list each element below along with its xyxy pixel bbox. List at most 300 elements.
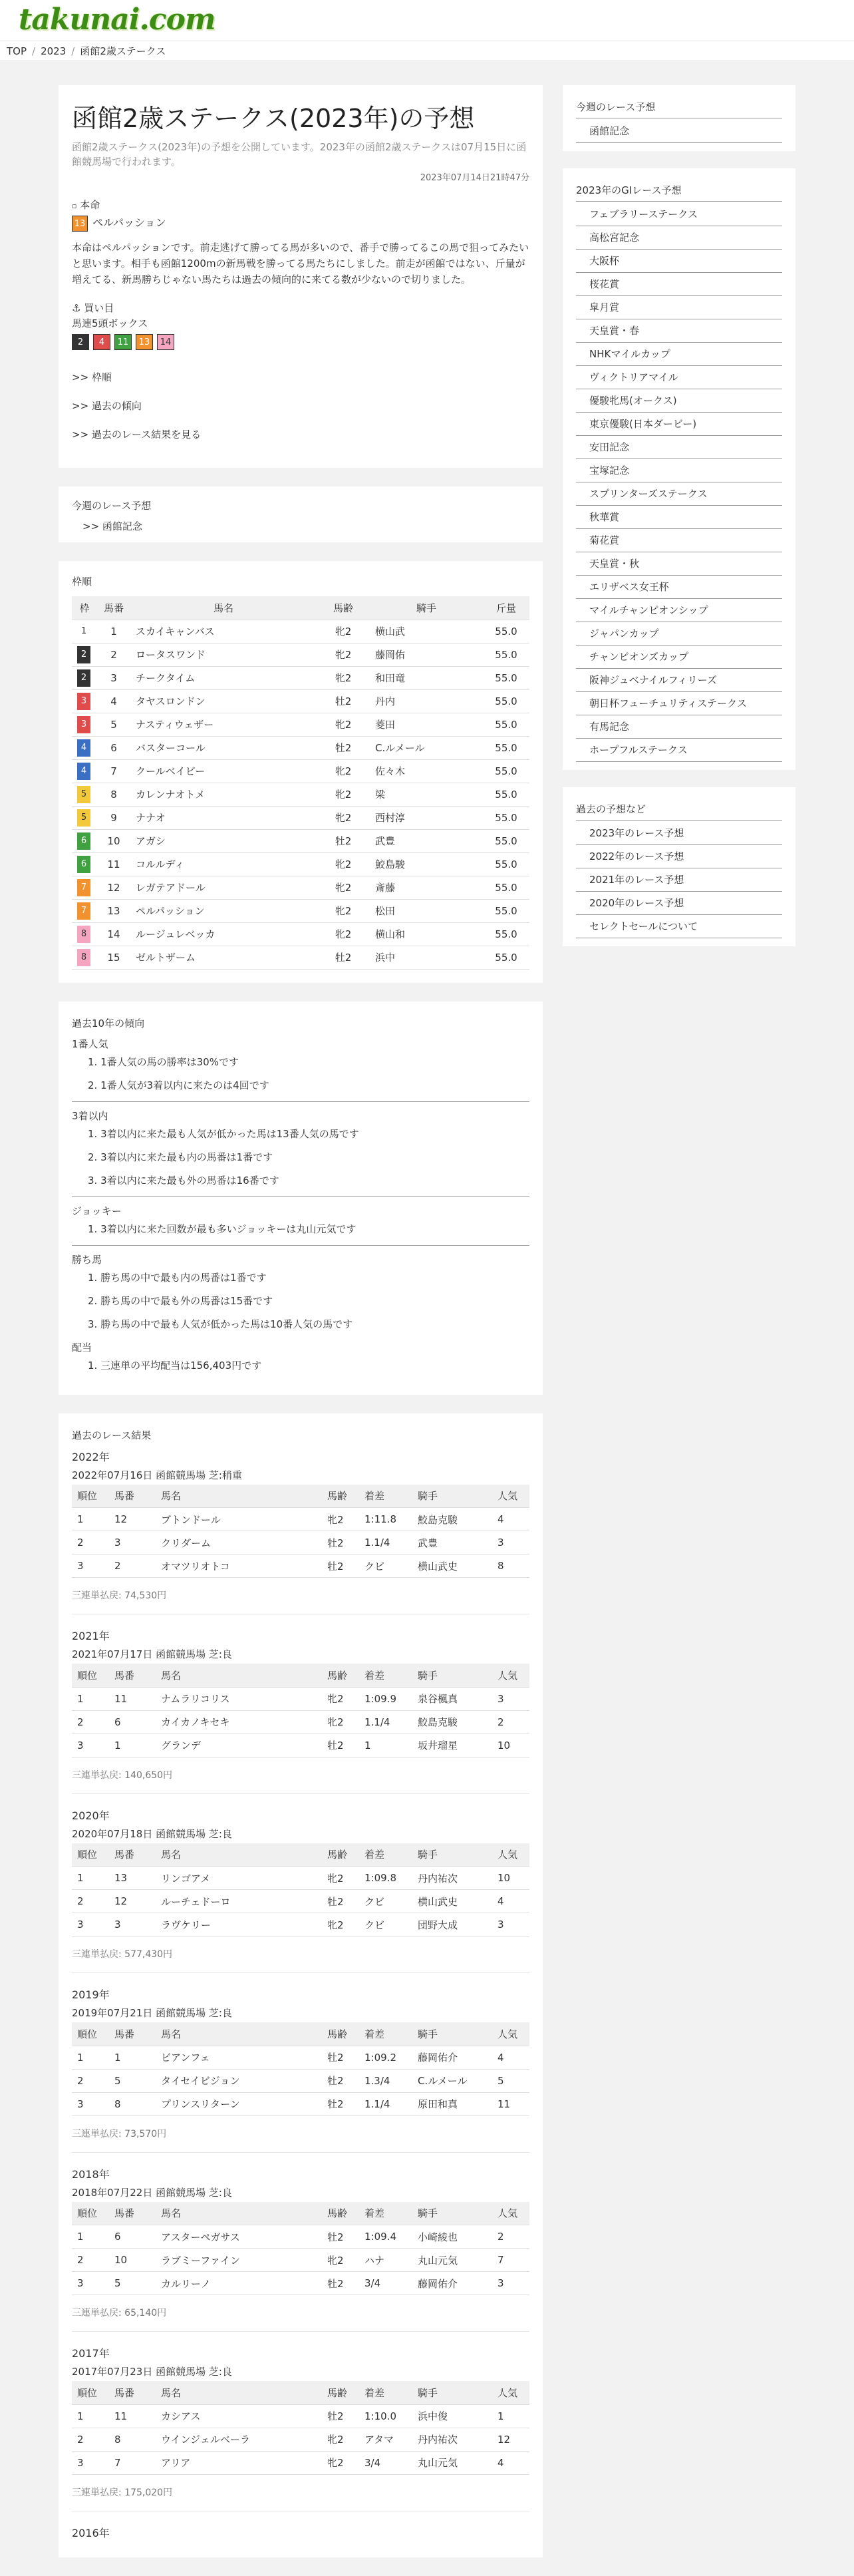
- trend-heading: 勝ち馬: [72, 1253, 102, 1266]
- results-table: [72, 1485, 529, 1578]
- results-header: 馬齢: [322, 1843, 359, 1867]
- side-past-item[interactable]: 2021年のレース予想: [576, 868, 782, 892]
- side-g1-item[interactable]: 桜花賞: [576, 273, 782, 296]
- year-title: 2016年: [72, 2526, 110, 2539]
- jockey-cell: 丹内: [370, 689, 483, 713]
- waku-cell: 8: [72, 946, 97, 969]
- trend-heading: 配当: [72, 1341, 92, 1354]
- result-cell: アタマ: [359, 2428, 412, 2451]
- waku-cell: 2: [72, 643, 97, 666]
- trends-card: [59, 1002, 543, 1395]
- result-cell: 牡2: [322, 2272, 359, 2295]
- result-cell: 牡2: [322, 2404, 359, 2428]
- result-cell: 12: [109, 1508, 156, 1531]
- result-cell: アリア: [156, 2451, 322, 2474]
- result-row: [72, 2046, 529, 2069]
- result-cell: 10: [492, 1867, 529, 1890]
- result-cell: 12: [492, 2428, 529, 2451]
- result-cell: 1: [72, 1687, 109, 1710]
- num-cell: 15: [97, 946, 130, 969]
- result-row: [72, 2451, 529, 2474]
- race-meta: 2022年07月16日 函館競馬場 芝:稍重: [72, 1469, 242, 1481]
- result-cell: 藤岡佑介: [412, 2046, 492, 2069]
- result-cell: 泉谷楓真: [412, 1687, 492, 1710]
- jockey-cell: 横山和: [370, 922, 483, 946]
- weekly-link[interactable]: >> 函館記念: [82, 520, 142, 532]
- results-header: 馬番: [109, 1664, 156, 1687]
- num-cell: 10: [97, 829, 130, 852]
- results-card: [59, 1413, 543, 2557]
- results-header: 着差: [359, 2022, 412, 2046]
- result-cell: 丸山元気: [412, 2249, 492, 2272]
- results-header: 馬番: [109, 2381, 156, 2404]
- num-cell: 12: [97, 876, 130, 899]
- result-cell: 2: [109, 1555, 156, 1578]
- results-table: [72, 2202, 529, 2296]
- age-cell: 牡2: [317, 829, 370, 852]
- results-header: 馬齢: [322, 2381, 359, 2404]
- result-cell: 3: [72, 2272, 109, 2295]
- race-meta: 2018年07月22日 函館競馬場 芝:良: [72, 2186, 232, 2199]
- breadcrumb-year[interactable]: 2023: [41, 45, 67, 57]
- box-number: 11: [114, 334, 132, 350]
- payout: 三連単払戻: 140,650円: [72, 1769, 173, 1781]
- payout: 三連単払戻: 65,140円: [72, 2308, 167, 2318]
- result-cell: 5: [492, 2069, 529, 2092]
- result-cell: 1: [72, 1867, 109, 1890]
- horse-name-cell: スカイキャンバス: [130, 620, 317, 643]
- article-card: [59, 85, 543, 468]
- waku-cell: 6: [72, 852, 97, 876]
- age-cell: 牝2: [317, 922, 370, 946]
- weekly-card: [59, 486, 543, 542]
- result-cell: 12: [109, 1890, 156, 1913]
- result-cell: 牡2: [322, 2069, 359, 2092]
- waku-cell: 4: [72, 759, 97, 783]
- trend-heading: ジョッキー: [72, 1204, 122, 1217]
- col-jockey: 騎手: [370, 596, 483, 620]
- results-header: 順位: [72, 2022, 109, 2046]
- trend-divider: [72, 1245, 529, 1246]
- side-g1-item[interactable]: ジャパンカップ: [576, 622, 782, 645]
- waku-row: [72, 736, 529, 759]
- horse-name-cell: ナスティウェザー: [130, 713, 317, 736]
- trend-item: 1. 勝ち馬の中で最も内の馬番は1番です: [88, 1271, 267, 1284]
- trend-heading: 3着以内: [72, 1109, 108, 1122]
- result-cell: 牡2: [322, 1890, 359, 1913]
- result-cell: 牝2: [322, 1687, 359, 1710]
- side-g1-item[interactable]: 菊花賞: [576, 529, 782, 552]
- payout: 三連単払戻: 73,570円: [72, 2128, 167, 2139]
- weight-cell: 55.0: [483, 736, 529, 759]
- result-row: [72, 2069, 529, 2092]
- results-header: 騎手: [412, 2202, 492, 2225]
- side-g1-item[interactable]: フェブラリーステークス: [576, 203, 782, 226]
- jockey-cell: 梁: [370, 783, 483, 806]
- side-g1-item[interactable]: 秋華賞: [576, 506, 782, 529]
- result-cell: 5: [109, 2272, 156, 2295]
- age-cell: 牝2: [317, 876, 370, 899]
- result-cell: 2: [72, 2428, 109, 2451]
- result-row: [72, 1913, 529, 1936]
- results-header: 騎手: [412, 1485, 492, 1508]
- results-header: 馬名: [156, 2022, 322, 2046]
- result-cell: 4: [492, 2451, 529, 2474]
- weight-cell: 55.0: [483, 666, 529, 689]
- sidebar: [563, 85, 795, 964]
- results-header: 着差: [359, 1664, 412, 1687]
- side-g1-item[interactable]: 安田記念: [576, 436, 782, 459]
- result-cell: 横山武史: [412, 1890, 492, 1913]
- age-cell: 牝2: [317, 713, 370, 736]
- age-cell: 牝2: [317, 899, 370, 922]
- waku-cell: 4: [72, 736, 97, 759]
- weight-cell: 55.0: [483, 922, 529, 946]
- page-title: 函館2歳ステークス(2023年)の予想: [72, 104, 475, 133]
- trend-item: 3. 勝ち馬の中で最も人気が低かった馬は10番人気の馬です: [88, 1318, 353, 1330]
- ticket-icon: ⚓: [72, 302, 81, 314]
- waku-cell: 1: [72, 620, 97, 643]
- result-cell: 3: [72, 1555, 109, 1578]
- weight-cell: 55.0: [483, 689, 529, 713]
- results-header: 着差: [359, 1843, 412, 1867]
- results-header: 馬名: [156, 1485, 322, 1508]
- weight-cell: 55.0: [483, 852, 529, 876]
- waku-row: [72, 689, 529, 713]
- result-cell: タイセイビジョン: [156, 2069, 322, 2092]
- result-cell: 2: [72, 1710, 109, 1734]
- prediction-comment: 本命はペルパッションです。前走逃げて勝ってる馬が多いので、番手で勝ってるこの馬で狙ってみたいと思います。相手も函館1200mの新馬戦を勝ってる馬たちにしました。前走が函館ではない、斤量が増えてる、新馬勝ちじゃない馬たちは過去の傾向的に来てる数が少ないので切りました。: [72, 242, 529, 285]
- result-cell: クビ: [359, 1555, 412, 1578]
- results-header: 馬番: [109, 2202, 156, 2225]
- waku-row: [72, 922, 529, 946]
- side-g1-item[interactable]: スプリンターズステークス: [576, 482, 782, 506]
- result-cell: ブトンドール: [156, 1508, 322, 1531]
- year-title: 2020年: [72, 1809, 110, 1822]
- race-meta: 2021年07月17日 函館競馬場 芝:良: [72, 1648, 232, 1660]
- num-cell: 1: [97, 620, 130, 643]
- result-cell: 牡2: [322, 2046, 359, 2069]
- result-cell: ナムラリコリス: [156, 1687, 322, 1710]
- payout: 三連単払戻: 175,020円: [72, 2487, 173, 2498]
- result-cell: 3: [72, 1734, 109, 1757]
- side-g1-item[interactable]: ホープフルステークス: [576, 739, 782, 762]
- result-row: [72, 2272, 529, 2295]
- trends-title: 過去10年の傾向: [72, 1017, 145, 1029]
- results-header: 馬名: [156, 1843, 322, 1867]
- article-links: [72, 370, 529, 441]
- side-g1-item[interactable]: 有馬記念: [576, 715, 782, 739]
- results-table: [72, 1843, 529, 1937]
- age-cell: 牝2: [317, 806, 370, 829]
- waku-row: [72, 666, 529, 689]
- side-g1-item[interactable]: 大阪杯: [576, 250, 782, 273]
- flag-icon: ▫: [72, 202, 77, 210]
- horse-name-cell: ルージュレベッカ: [130, 922, 317, 946]
- side-g1-item[interactable]: 皐月賞: [576, 296, 782, 319]
- article-lead: 函館2歳ステークス(2023年)の予想を公開しています。2023年の函館2歳ステークスは07月15日に函館競馬場で行われます。: [72, 141, 527, 168]
- kaime-type: 馬連5頭ボックス: [72, 317, 148, 329]
- age-cell: 牝2: [317, 666, 370, 689]
- results-header: 順位: [72, 2381, 109, 2404]
- result-row: [72, 1890, 529, 1913]
- horse-name-cell: チークタイム: [130, 666, 317, 689]
- results-header: 馬齢: [322, 2022, 359, 2046]
- waku-row: [72, 852, 529, 876]
- race-meta: 2019年07月21日 函館競馬場 芝:良: [72, 2007, 232, 2019]
- result-cell: 牝2: [322, 1867, 359, 1890]
- result-cell: 7: [109, 2451, 156, 2474]
- num-cell: 5: [97, 713, 130, 736]
- waku-cell: 5: [72, 806, 97, 829]
- year-results: [72, 1986, 529, 2153]
- results-header: 順位: [72, 1485, 109, 1508]
- jockey-cell: 松田: [370, 899, 483, 922]
- result-cell: グランデ: [156, 1734, 322, 1757]
- results-header: 順位: [72, 1843, 109, 1867]
- result-cell: 牡2: [322, 1531, 359, 1555]
- side-past-item[interactable]: 2020年のレース予想: [576, 892, 782, 915]
- num-cell: 3: [97, 666, 130, 689]
- waku-cell: 5: [72, 783, 97, 806]
- site-header: [0, 0, 854, 41]
- jockey-cell: C.ルメール: [370, 736, 483, 759]
- result-cell: アスターペガサス: [156, 2225, 322, 2249]
- result-row: [72, 1687, 529, 1710]
- weekly-title: 今週のレース予想: [72, 500, 152, 512]
- result-cell: 1.3/4: [359, 2069, 412, 2092]
- result-cell: クビ: [359, 1890, 412, 1913]
- result-cell: 牡2: [322, 2092, 359, 2116]
- horse-name-cell: レガテアドール: [130, 876, 317, 899]
- result-cell: 1:09.2: [359, 2046, 412, 2069]
- results-header: 着差: [359, 2381, 412, 2404]
- side-past-item[interactable]: 2023年のレース予想: [576, 822, 782, 845]
- link-results[interactable]: >> 過去のレース結果を見る: [72, 429, 202, 441]
- horse-name-cell: タヤスロンドン: [130, 689, 317, 713]
- num-cell: 8: [97, 783, 130, 806]
- result-cell: 1: [492, 2404, 529, 2428]
- result-cell: 8: [109, 2428, 156, 2451]
- result-row: [72, 2249, 529, 2272]
- result-cell: 牡2: [322, 1734, 359, 1757]
- jockey-cell: 斎藤: [370, 876, 483, 899]
- honmei-name: ペルパッション: [92, 216, 166, 229]
- waku-cell: 3: [72, 713, 97, 736]
- trend-item: 2. 勝ち馬の中で最も外の馬番は15番です: [88, 1294, 273, 1307]
- kaime-label: ⚓ 買い目: [72, 302, 114, 314]
- box-number: 4: [93, 334, 110, 350]
- year-results: [72, 1628, 529, 1794]
- result-cell: 4: [492, 2046, 529, 2069]
- site-logo[interactable]: takunai.com: [19, 3, 215, 37]
- year-title: 2022年: [72, 1450, 110, 1463]
- weight-cell: 55.0: [483, 620, 529, 643]
- result-cell: 1: [72, 2046, 109, 2069]
- breadcrumb-current: 函館2歳ステークス: [80, 45, 166, 57]
- jockey-cell: 菱田: [370, 713, 483, 736]
- result-row: [72, 2225, 529, 2249]
- race-meta: 2020年07月18日 函館競馬場 芝:良: [72, 1827, 232, 1840]
- side-g1-item[interactable]: チャンピオンズカップ: [576, 645, 782, 669]
- trend-item: 2. 3着以内に来た最も内の馬番は1番です: [88, 1151, 273, 1163]
- waku-row: [72, 876, 529, 899]
- side-g1-item[interactable]: 宝塚記念: [576, 459, 782, 482]
- result-cell: 丸山元気: [412, 2451, 492, 2474]
- result-cell: 坂井瑠星: [412, 1734, 492, 1757]
- result-cell: 2: [72, 1890, 109, 1913]
- results-header: 順位: [72, 1664, 109, 1687]
- result-cell: 1:09.9: [359, 1687, 412, 1710]
- year-title: 2021年: [72, 1630, 110, 1642]
- waku-title: 枠順: [72, 576, 92, 588]
- waku-cell: 6: [72, 829, 97, 852]
- weight-cell: 55.0: [483, 946, 529, 969]
- result-cell: 1: [109, 1734, 156, 1757]
- result-cell: 1.1/4: [359, 1710, 412, 1734]
- num-cell: 14: [97, 922, 130, 946]
- result-cell: 1.1/4: [359, 2092, 412, 2116]
- side-g1-title: 2023年のGⅠレース予想: [576, 183, 782, 202]
- waku-row: [72, 713, 529, 736]
- num-cell: 6: [97, 736, 130, 759]
- result-cell: 8: [109, 2092, 156, 2116]
- result-row: [72, 1867, 529, 1890]
- result-cell: C.ルメール: [412, 2069, 492, 2092]
- age-cell: 牡2: [317, 689, 370, 713]
- waku-row: [72, 899, 529, 922]
- result-cell: 1:10.0: [359, 2404, 412, 2428]
- result-cell: 13: [109, 1867, 156, 1890]
- result-cell: 11: [109, 2404, 156, 2428]
- result-cell: 3: [72, 1913, 109, 1936]
- race-meta: 2017年07月23日 函館競馬場 芝:良: [72, 2366, 232, 2378]
- col-waku: 枠: [72, 596, 97, 620]
- box-number: 2: [72, 334, 89, 350]
- result-cell: 牝2: [322, 1508, 359, 1531]
- side-g1-item[interactable]: 天皇賞・秋: [576, 552, 782, 576]
- weight-cell: 55.0: [483, 899, 529, 922]
- side-g1: [563, 168, 795, 770]
- waku-row: [72, 643, 529, 666]
- side-g1-item[interactable]: ヴィクトリアマイル: [576, 366, 782, 389]
- weight-cell: 55.0: [483, 759, 529, 783]
- side-g1-item[interactable]: 東京優駿(日本ダービー): [576, 413, 782, 436]
- side-g1-item[interactable]: NHKマイルカップ: [576, 343, 782, 366]
- waku-row: [72, 620, 529, 643]
- jockey-cell: 浜中: [370, 946, 483, 969]
- result-cell: 4: [492, 1890, 529, 1913]
- result-row: [72, 2092, 529, 2116]
- horse-name-cell: アガシ: [130, 829, 317, 852]
- side-g1-item[interactable]: 天皇賞・春: [576, 319, 782, 343]
- waku-row: [72, 829, 529, 852]
- waku-card: [59, 561, 543, 983]
- side-g1-item[interactable]: マイルチャンピオンシップ: [576, 599, 782, 622]
- year-results: [72, 1449, 529, 1615]
- trend-item: 3. 3着以内に来た最も外の馬番は16番です: [88, 1174, 279, 1187]
- trend-item: 1. 三連単の平均配当は156,403円です: [88, 1359, 262, 1372]
- result-cell: 1: [359, 1734, 412, 1757]
- side-weekly-title: 今週のレース予想: [576, 100, 782, 118]
- result-cell: 7: [492, 2249, 529, 2272]
- results-title: 過去のレース結果: [72, 1429, 152, 1441]
- waku-cell: 7: [72, 876, 97, 899]
- side-past-item[interactable]: 2022年のレース予想: [576, 845, 782, 868]
- year-results: [72, 1807, 529, 1974]
- num-cell: 11: [97, 852, 130, 876]
- horse-name-cell: バスターコール: [130, 736, 317, 759]
- result-row: [72, 1531, 529, 1555]
- result-cell: 牝2: [322, 2428, 359, 2451]
- result-row: [72, 2428, 529, 2451]
- breadcrumb-top[interactable]: TOP: [7, 45, 27, 57]
- side-g1-item[interactable]: 朝日杯フューチュリティステークス: [576, 692, 782, 715]
- age-cell: 牡2: [317, 736, 370, 759]
- result-cell: 小崎綾也: [412, 2225, 492, 2249]
- results-header: 馬番: [109, 1485, 156, 1508]
- result-cell: ウインジェルベーラ: [156, 2428, 322, 2451]
- result-row: [72, 2404, 529, 2428]
- result-cell: カイカノキセキ: [156, 1710, 322, 1734]
- results-header: 馬名: [156, 1664, 322, 1687]
- link-waku[interactable]: >> 枠順: [72, 371, 112, 383]
- waku-cell: 7: [72, 899, 97, 922]
- side-past-item[interactable]: セレクトセールについて: [576, 915, 782, 938]
- side-g1-item[interactable]: 優駿牝馬(オークス): [576, 389, 782, 413]
- num-cell: 2: [97, 643, 130, 666]
- results-header: 馬番: [109, 1843, 156, 1867]
- col-age: 馬齢: [317, 596, 370, 620]
- results-header: 馬齢: [322, 1485, 359, 1508]
- result-cell: 3: [492, 2272, 529, 2295]
- side-g1-item[interactable]: 阪神ジュベナイルフィリーズ: [576, 669, 782, 692]
- col-name: 馬名: [130, 596, 317, 620]
- age-cell: 牝2: [317, 852, 370, 876]
- weight-cell: 55.0: [483, 713, 529, 736]
- result-cell: 2: [72, 2249, 109, 2272]
- result-cell: 1: [72, 2225, 109, 2249]
- breadcrumb: TOP / 2023 / 函館2歳ステークス: [0, 41, 854, 60]
- result-cell: 1:09.4: [359, 2225, 412, 2249]
- result-cell: 3: [109, 1913, 156, 1936]
- result-cell: 牡2: [322, 2225, 359, 2249]
- age-cell: 牡2: [317, 946, 370, 969]
- result-cell: カルリーノ: [156, 2272, 322, 2295]
- weight-cell: 55.0: [483, 783, 529, 806]
- results-header: 馬名: [156, 2381, 322, 2404]
- waku-table: [72, 596, 529, 970]
- side-weekly: [563, 85, 795, 151]
- result-cell: 11: [492, 2092, 529, 2116]
- side-g1-item[interactable]: 高松宮記念: [576, 226, 782, 250]
- results-header: 人気: [492, 1843, 529, 1867]
- result-cell: 6: [109, 2225, 156, 2249]
- age-cell: 牝2: [317, 783, 370, 806]
- result-cell: ルーチェドーロ: [156, 1890, 322, 1913]
- jockey-cell: 佐々木: [370, 759, 483, 783]
- year-results: [72, 2166, 529, 2332]
- num-cell: 7: [97, 759, 130, 783]
- side-g1-item[interactable]: エリザベス女王杯: [576, 576, 782, 599]
- result-cell: 3: [109, 1531, 156, 1555]
- result-cell: 3: [492, 1913, 529, 1936]
- horse-name-cell: ロータスワンド: [130, 643, 317, 666]
- link-trends[interactable]: >> 過去の傾向: [72, 400, 142, 412]
- result-cell: 1: [72, 2404, 109, 2428]
- horse-name-cell: コルルディ: [130, 852, 317, 876]
- side-weekly-item[interactable]: 函館記念: [576, 120, 782, 143]
